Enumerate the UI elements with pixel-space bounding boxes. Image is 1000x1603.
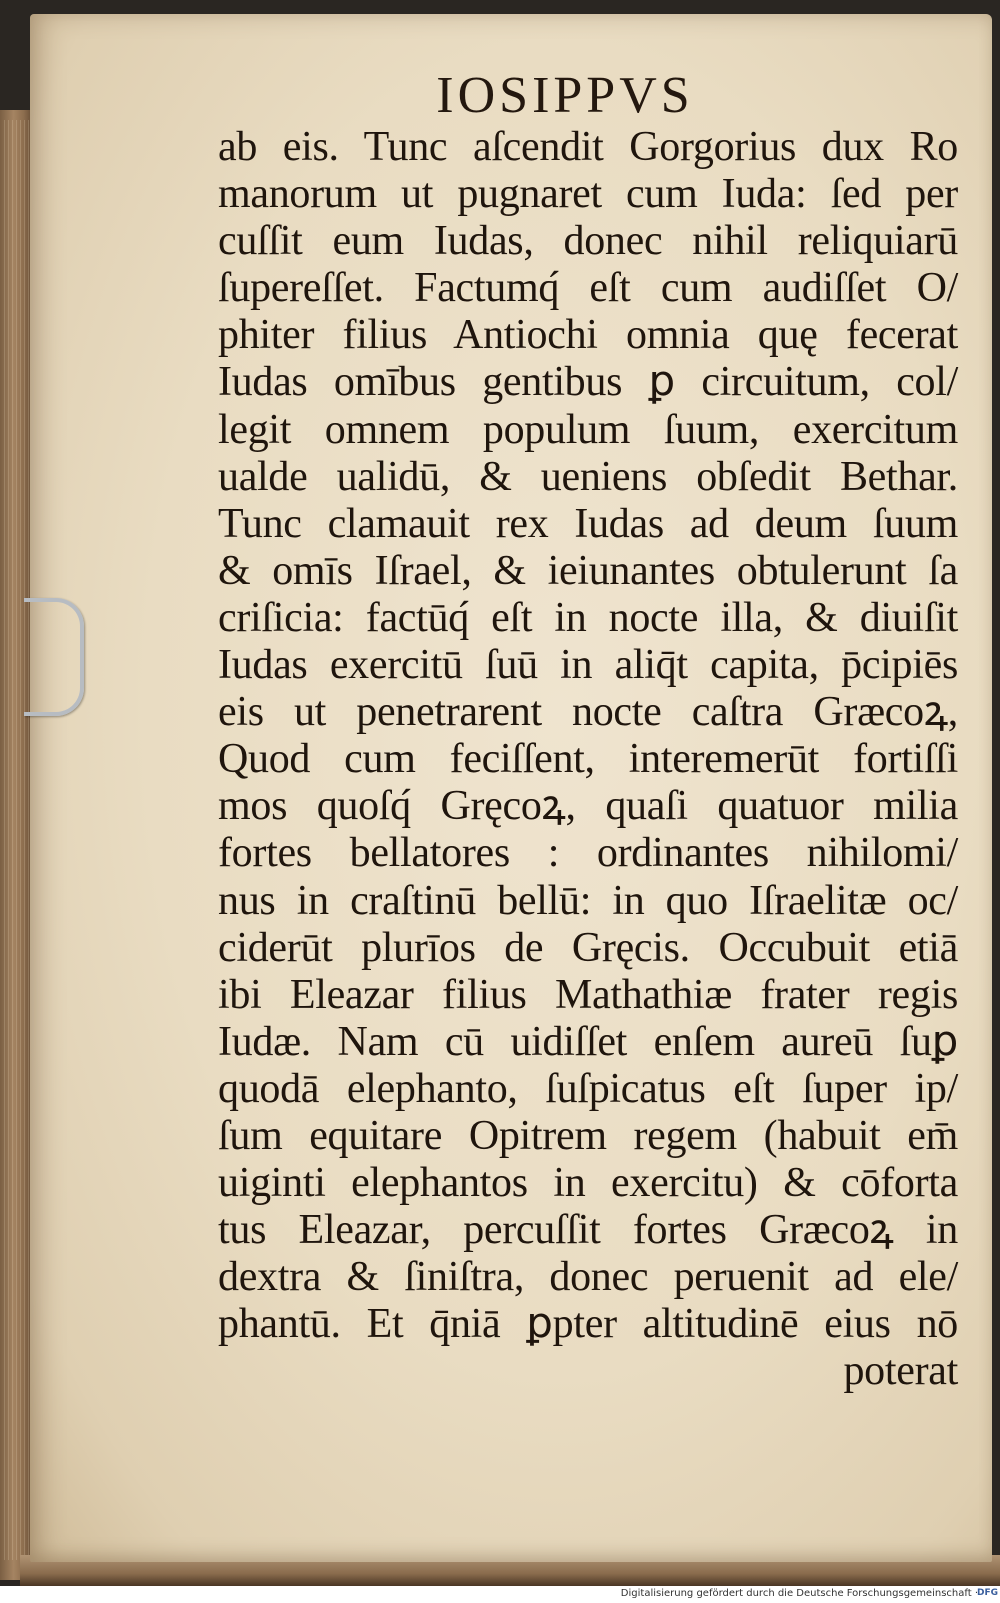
text-line: uiginti elephantos in exercitu) & cōforta bbox=[218, 1160, 958, 1207]
footer-bar bbox=[0, 1586, 1000, 1603]
book-clip bbox=[24, 598, 84, 716]
running-title: IOSIPPVS bbox=[436, 67, 694, 124]
text-line: & omīs Iſrael, & ieiunantes obtulerunt ſa bbox=[218, 547, 958, 594]
text-line: Quod cum feciſſent, interemerūt fortiſſi bbox=[218, 736, 958, 783]
text-line: dextra & ſiniſtra, donec peruenit ad ele/ bbox=[218, 1254, 958, 1301]
text-line: eis ut penetrarent nocte caſtra Græcoꝝ, bbox=[218, 689, 958, 736]
text-line: tus Eleazar, percuſſit fortes Græcoꝝ in bbox=[218, 1207, 958, 1254]
text-line: Iudas omībus gentibus ꝑ circuitum, col/ bbox=[218, 359, 958, 406]
text-line: legit omnem populum ſuum, exercitum bbox=[218, 406, 958, 453]
text-line: criſicia: factūq́ eſt in nocte illa, & diuiſit bbox=[218, 594, 958, 641]
text-line: Tunc clamauit rex Iudas ad deum ſuum bbox=[218, 500, 958, 547]
text-line: fortes bellatores : ordinantes nihilomi/ bbox=[218, 830, 958, 877]
text-line: ſum equitare Opitrem regem (habuit em̄ bbox=[218, 1112, 958, 1159]
text-line: nus in craſtinū bellū: in quo Iſraelitæ oc/ bbox=[218, 877, 958, 924]
text-line: Iudas exercitū ſuū in aliq̄t capita, p̄cipiēs bbox=[218, 642, 958, 689]
text-line: ibi Eleazar filius Mathathiæ frater regis bbox=[218, 971, 958, 1018]
text-block bbox=[218, 124, 958, 1396]
funding-credit: Digitalisierung gefördert durch die Deutsche Forschungsgemeinschaft · bbox=[620, 1588, 978, 1599]
text-line: ſupereſſet. Factumq́ eſt cum audiſſet O/ bbox=[218, 265, 958, 312]
text-line: ab eis. Tunc aſcendit Gorgorius dux Ro bbox=[218, 124, 958, 170]
text-line: ciderūt plurīos de Gręcis. Occubuit etiā bbox=[218, 924, 958, 971]
text-line: cuſſit eum Iudas, donec nihil reliquiarū bbox=[218, 218, 958, 265]
book-edge-pages bbox=[4, 120, 30, 1560]
text-line: phiter filius Antiochi omnia quę fecerat bbox=[218, 312, 958, 359]
dfg-logo: DFG bbox=[976, 1588, 998, 1598]
catchword: poterat bbox=[843, 1348, 958, 1395]
text-line: manorum ut pugnaret cum Iuda: ſed per bbox=[218, 171, 958, 218]
text-line: Iudæ. Nam cū uidiſſet enſem aureū ſuꝑ bbox=[218, 1018, 958, 1065]
text-line: ualde ualidū, & ueniens obſedit Bethar. bbox=[218, 453, 958, 500]
text-line: phantū. Et q̄niā ꝑpter altitudinē eius nō bbox=[218, 1301, 958, 1348]
text-line: mos quoſq́ Gręcoꝝ, quaſi quatuor milia bbox=[218, 783, 958, 830]
text-line: quodā elephanto, ſuſpicatus eſt ſuper ip/ bbox=[218, 1065, 958, 1112]
